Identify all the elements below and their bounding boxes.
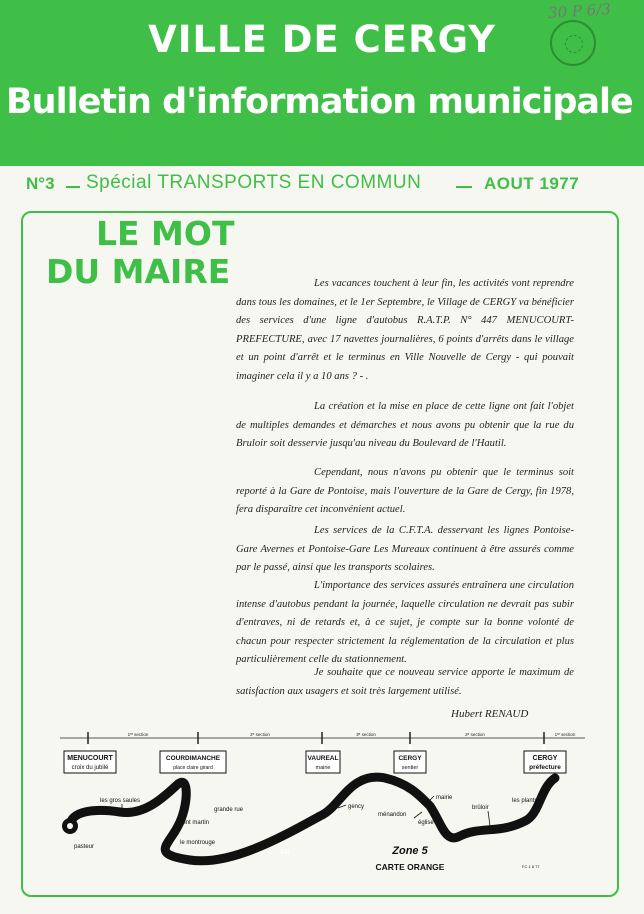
stop-label: pasteur	[74, 844, 95, 850]
section-label: 2ᵉ section	[465, 732, 485, 737]
bulletin-title: Bulletin d'information municipale	[6, 82, 633, 122]
terminal-name: CERGY	[532, 755, 558, 762]
article-paragraph: Les services de la C.F.T.A. desservant les lignes Pontoise-Gare Avernes et Pontoise-Gare Les Mureaux continuent à être assurés comme par le passé, ainsi que les transports scolaires.	[236, 525, 574, 574]
terminal-sub: mairie	[315, 765, 331, 771]
terminal-marker-icon	[86, 746, 91, 751]
terminal-marker-icon	[408, 746, 413, 751]
separator-dash	[456, 186, 472, 188]
section-label: 2ᵉ section	[250, 732, 270, 737]
terminal-name: VAUREAL	[307, 755, 339, 762]
issue-number: N°3	[26, 174, 55, 193]
terminal-marker-icon	[320, 746, 325, 751]
stop-label: brûloir	[472, 805, 489, 811]
town-title: VILLE DE CERGY	[148, 18, 496, 61]
article-paragraph: Les vacances touchent à leur fin, les activités vont reprendre dans tous les domaines, et le 1er Septembre, le Village de CERGY va bénéficier des services d'une ligne d'autobus R.A.T.P. N° 447 MENUCOURT-PREFECTURE, avec 17 navettes journalières, 6 points d'arrêts dans le village et un point d'arrêt et le terminus en Ville Nouvelle de Cergy - qui pouvait imaginer cela il y a 10 ans ? - .	[236, 278, 574, 382]
route-number: 447	[280, 850, 291, 856]
map-reference: FC 1 8 77	[522, 864, 540, 869]
stop-label: mairie	[436, 795, 453, 801]
article-paragraph: Cependant, nous n'avons pu obtenir que le terminus soit reporté à la Gare de Pontoise, mais l'ouverture de la Gare de Cergy, fin 1978, fera disparaître cet inconvénient actuel.	[236, 467, 574, 516]
section-line	[60, 732, 585, 744]
issue-line	[0, 174, 644, 198]
stop-label: ménandon	[378, 812, 407, 818]
article-paragraph: L'importance des services assurés entraînera une circulation intense d'autobus pendant la journée, laquelle circulation ne devrait pas subir d'entraves, ni de retards et, à ce sujet, je compte sur la bonne volonté de chacun pour respecter strictement la réglementation de la circulation et plus particulièrement celle du stationnement.	[236, 580, 574, 666]
article-paragraph: La création et la mise en place de cette ligne ont fait l'objet de multiples demandes et démarches et nous avons pu obtenir que la rue du Bruloir soit desservie jusqu'au niveau du Boulevard de l'Hautil.	[236, 401, 574, 450]
archive-stamp-icon	[550, 20, 596, 66]
stop-label: gency	[348, 804, 365, 810]
terminal-sub: sentier	[401, 765, 419, 771]
article-title-line-2: DU MAIRE	[46, 252, 231, 291]
card-label: CARTE ORANGE	[375, 862, 445, 872]
archive-reference: 30 P 6/3	[547, 0, 612, 23]
stop-label: les gros saules	[100, 798, 141, 804]
section-label: 3ᵉ section	[356, 732, 376, 737]
stop-label: saint martin	[178, 820, 210, 826]
stop-label: église	[418, 820, 434, 826]
terminal-marker-icon	[196, 746, 201, 751]
stop-label: grande rue	[214, 807, 244, 813]
issue-theme: Spécial TRANSPORTS EN COMMUN	[86, 172, 422, 193]
section-label: 1ʳᵉ section	[127, 732, 149, 737]
section-label: 1ʳᵉ section	[554, 732, 576, 737]
terminal-sub: préfecture	[529, 764, 561, 771]
separator-dash	[66, 186, 80, 188]
terminal-name: CERGY	[398, 755, 422, 762]
stop-label: le montrouge	[180, 840, 216, 846]
masthead	[0, 0, 644, 166]
article-paragraph: Je souhaite que ce nouveau service apporte le maximum de satisfaction aux usagers et soit très largement utilisé.	[236, 667, 574, 697]
terminal-name: COURDIMANCHE	[165, 755, 221, 762]
bus-route-path	[70, 777, 555, 861]
issue-date: AOUT 1977	[484, 174, 580, 193]
article-title-line-1: LE MOT	[96, 214, 235, 253]
terminal-sub: place claire girard	[173, 765, 213, 771]
terminal-name: MENUCOURT	[67, 755, 113, 762]
terminal-sub: croix du jubilé	[71, 765, 109, 771]
zone-label: Zone 5	[392, 845, 428, 857]
bus-route-map	[50, 726, 590, 876]
signature: Hubert RENAUD	[451, 708, 529, 720]
stop-label: les plants	[512, 798, 538, 804]
terminal-marker-icon	[542, 746, 547, 751]
